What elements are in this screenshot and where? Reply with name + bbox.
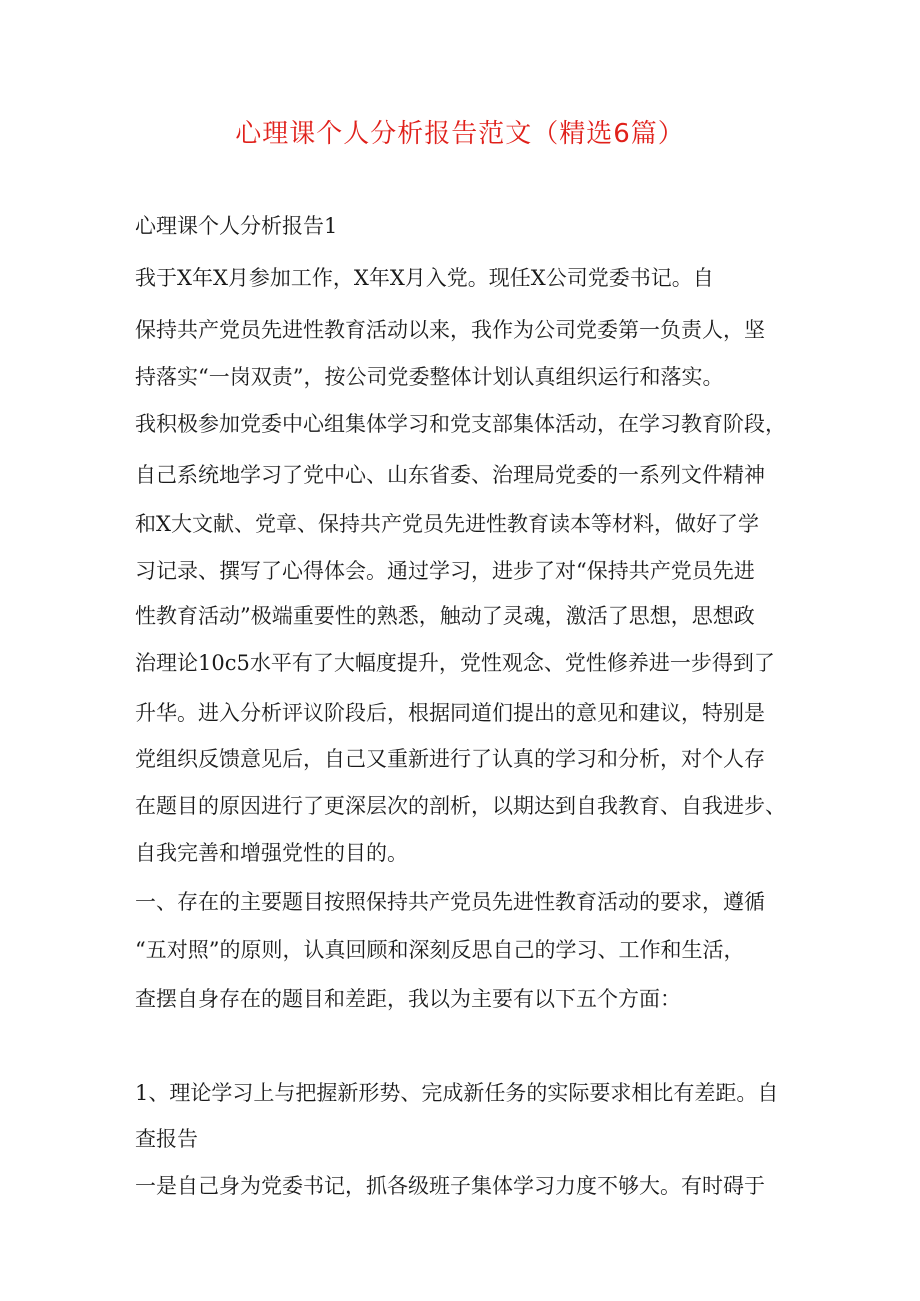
paragraph-line: 我于X年X月参加工作，X年X月入党。现任X公司党委书记。自 xyxy=(135,266,714,290)
paragraph-line: 治理论10c5水平有了大幅度提升，党性观念、党性修养进一步得到了 xyxy=(135,651,775,675)
paragraph-line: 在题目的原因进行了更深层次的剖析，以期达到自我教育、自我进步、 xyxy=(135,794,786,818)
paragraph-line: 保持共产党员先进性教育活动以来，我作为公司党委第一负责人，坚 xyxy=(135,318,765,342)
paragraph-line: 查摆自身存在的题目和差距，我以为主要有以下五个方面： xyxy=(135,987,681,1011)
paragraph-line: 和X大文献、党章、保持共产党员先进性教育读本等材料，做好了学 xyxy=(135,512,759,536)
paragraph-line: 一、存在的主要题目按照保持共产党员先进性教育活动的要求，遵循 xyxy=(135,890,765,914)
paragraph-line: 升华。进入分析评议阶段后，根据同道们提出的意见和建议，特别是 xyxy=(135,701,765,725)
paragraph-line: 党组织反馈意见后，自己又重新进行了认真的学习和分析，对个人存 xyxy=(135,747,765,771)
paragraph-line: 性教育活动”极端重要性的熟悉，触动了灵魂，激活了思想，思想政 xyxy=(135,604,755,628)
paragraph-line: 一是自己身为党委书记，抓各级班子集体学习力度不够大。有时碍于 xyxy=(135,1174,765,1198)
paragraph-line: 自我完善和增强党性的目的。 xyxy=(135,841,408,865)
heading-report-1: 心理课个人分析报告1 xyxy=(135,214,338,238)
paragraph-line: 自己系统地学习了党中心、山东省委、治理局党委的一系列文件精神 xyxy=(135,463,765,487)
document-title: 心理课个人分析报告范文（精选6篇） xyxy=(235,119,685,149)
paragraph-line: 持落实“一岗双责”，按公司党委整体计划认真组织运行和落实。 xyxy=(135,365,724,389)
paragraph-line: 查报告 xyxy=(135,1127,198,1151)
paragraph-line: 1、理论学习上与把握新形势、完成新任务的实际要求相比有差距。自 xyxy=(135,1081,779,1105)
paragraph-line: 习记录、撰写了心得体会。通过学习，进步了对“保持共产党员先进 xyxy=(135,559,755,583)
paragraph-line: 我积极参加党委中心组集体学习和党支部集体活动，在学习教育阶段， xyxy=(135,412,786,436)
paragraph-line: “五对照”的原则，认真回顾和深刻反思自己的学习、工作和生活， xyxy=(135,938,745,962)
